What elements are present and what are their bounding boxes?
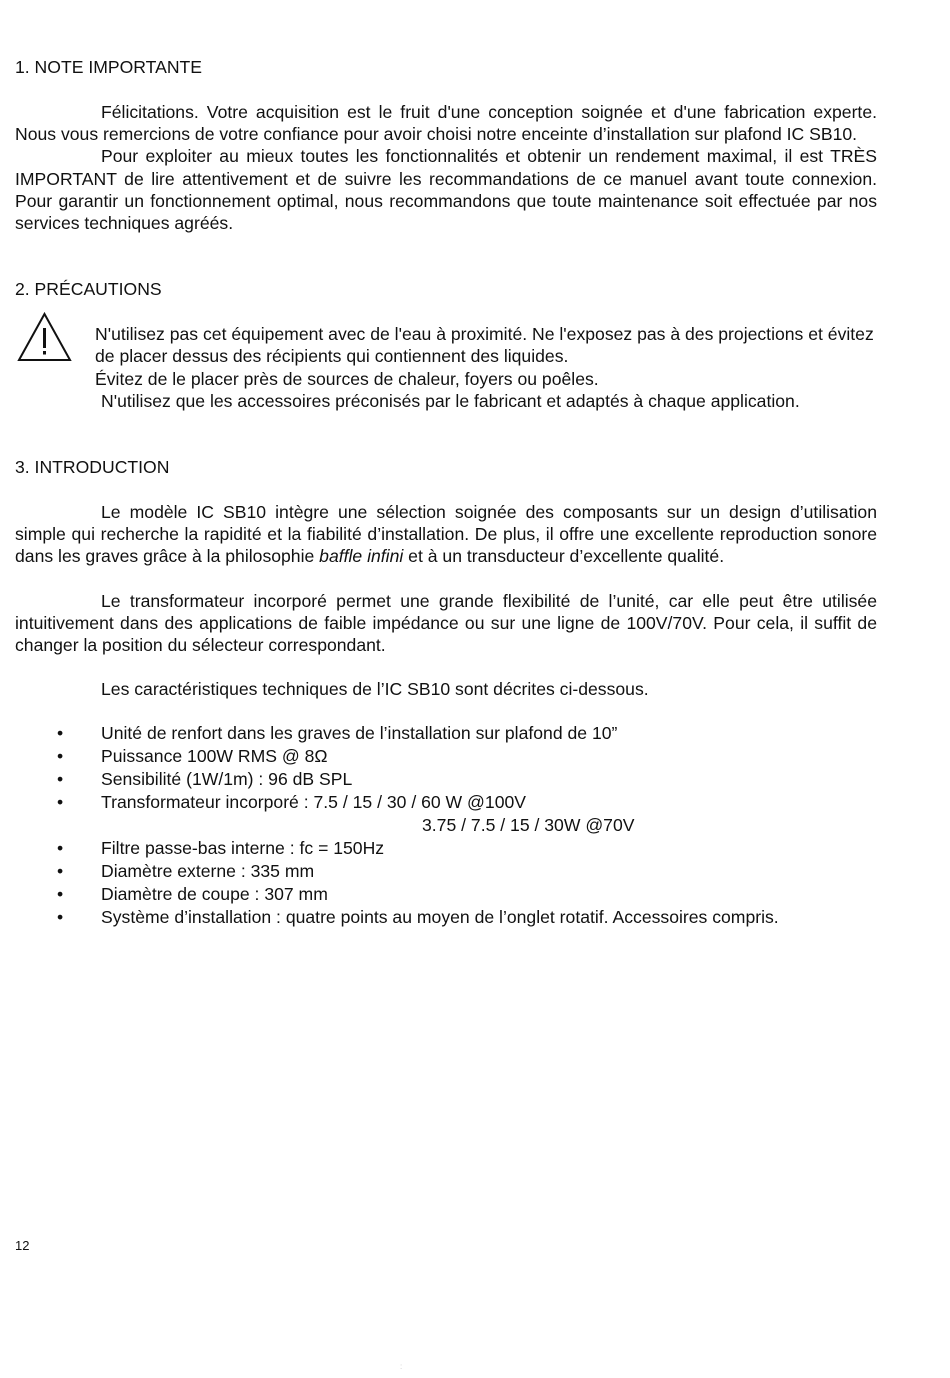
precaution-line-accessories: N'utilisez que les accessoires préconisés par le fabricant et adaptés à chaque application.: [101, 390, 800, 411]
bullet: •: [57, 907, 64, 928]
transformer-70v-values: 3.75 / 7.5 / 15 / 30W @70V: [422, 815, 635, 836]
section-heading-note: 1. NOTE IMPORTANTE: [15, 57, 203, 77]
list-item: • Puissance 100W RMS @ 8Ω: [57, 746, 328, 767]
list-item: • Diamètre externe : 335 mm: [57, 861, 315, 882]
introduction-paragraph-1: Le modèle IC SB10 intègre une sélection soignée des composants sur un design d’utilisation simple qui recherche la rapidité et la fiabilité d’installation. De plus, il offre une excellente reproduction sonore dans les graves grâce à la philosophie baffle infini et à un transducteur d’excellente qualité.: [15, 502, 877, 567]
warning-triangle-icon: [17, 311, 72, 363]
section-heading-precautions: 2. PRÉCAUTIONS: [15, 279, 162, 300]
bullet: •: [57, 792, 64, 813]
precaution-line-water: N'utilisez pas cet équipement avec de l'eau à proximité. Ne l'exposez pas à des projections et évitez de placer dessus des récipients qui contiennent des liquides.: [95, 324, 874, 367]
page-number: 12: [15, 1238, 30, 1253]
list-item: • Sensibilité (1W/1m) : 96 dB SPL: [57, 769, 353, 790]
document-page: [15, 56, 877, 929]
list-item: • Unité de renfort dans les graves de l’installation sur plafond de 10”: [57, 723, 618, 744]
note-paragraph-1: Félicitations. Votre acquisition est le fruit d'une conception soignée et d'une fabrication experte. Nous vous remercions de votre confiance pour avoir choisi notre enceinte d’installation sur plafond IC SB10.: [15, 102, 877, 145]
list-item: • Diamètre de coupe : 307 mm: [57, 884, 328, 905]
specs-list: [15, 722, 877, 929]
list-item: • Transformateur incorporé : 7.5 / 15 / 30 / 60 W @100V 3.75 / 7.5 / 15 / 30W @70V: [15, 791, 877, 837]
precautions-block: [15, 323, 877, 412]
bullet: •: [57, 769, 64, 790]
bullet: •: [57, 861, 64, 882]
precaution-line-heat: Évitez de le placer près de sources de chaleur, foyers ou poêles.: [95, 368, 599, 389]
section-heading-introduction: 3. INTRODUCTION: [15, 457, 170, 478]
bullet: •: [57, 884, 64, 905]
list-item: • Système d’installation : quatre points au moyen de l’onglet rotatif. Accessoires compris.: [57, 907, 779, 928]
baffle-infini-term: baffle infini: [319, 546, 404, 567]
introduction-paragraph-3: Les caractéristiques techniques de l’IC SB10 sont décrites ci-dessous.: [101, 679, 649, 700]
bullet: •: [57, 746, 64, 767]
footer-mark: :: [400, 1362, 403, 1371]
bullet: •: [57, 723, 64, 744]
note-paragraph-2: Pour exploiter au mieux toutes les fonctionnalités et obtenir un rendement maximal, il est TRÈS IMPORTANT de lire attentivement et de suivre les recommandations de ce manuel avant toute connexion. Pour garantir un fonctionnement optimal, nous recommandons que toute maintenance soit effectuée par nos services techniques agréés.: [15, 146, 877, 234]
introduction-paragraph-2: Le transformateur incorporé permet une grande flexibilité de l’unité, car elle peut être utilisée intuitivement dans des applications de faible impédance ou sur une ligne de 100V/70V. Pour cela, il suffit de changer la position du sélecteur correspondant.: [15, 590, 877, 656]
list-item: • Filtre passe-bas interne : fc = 150Hz: [57, 838, 385, 859]
bullet: •: [57, 838, 64, 859]
